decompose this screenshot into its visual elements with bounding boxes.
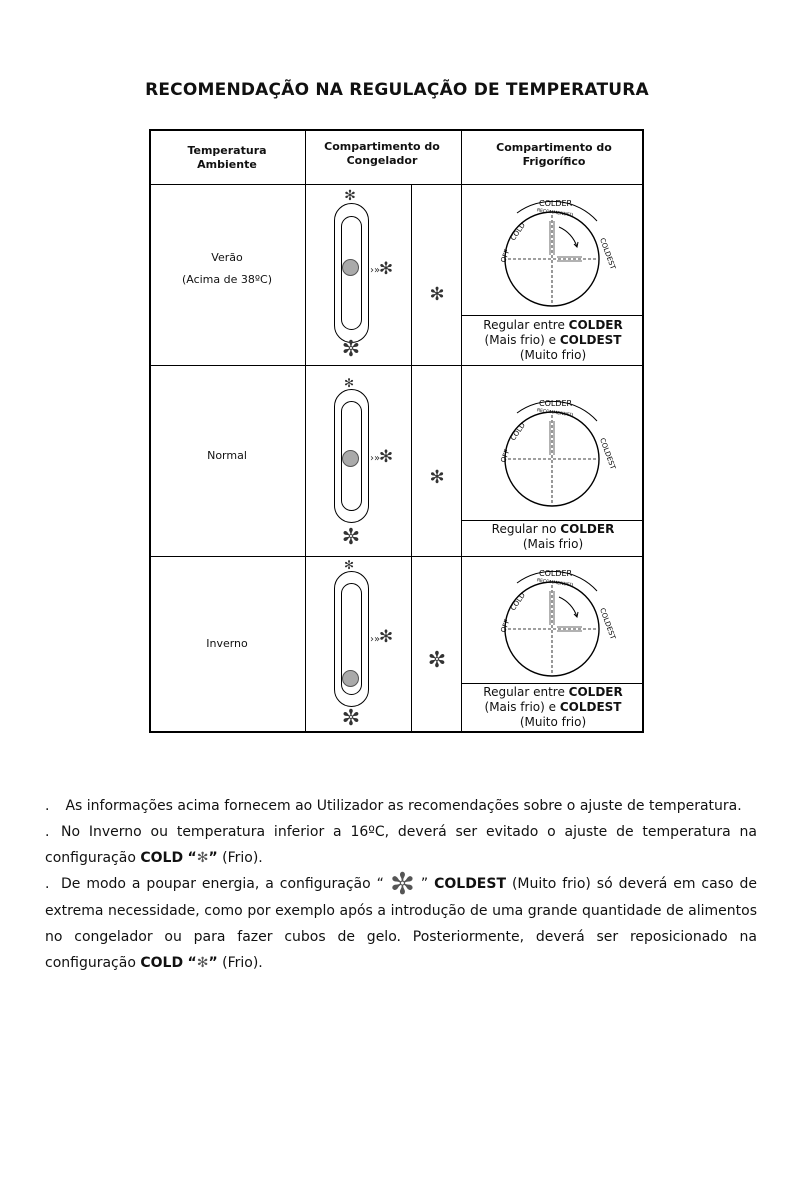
arrow-right-icon: ›» bbox=[370, 453, 381, 464]
quote-close: ” bbox=[420, 876, 429, 892]
dial-label-recommended: RECOMMENDED bbox=[536, 408, 574, 419]
notes-section bbox=[45, 793, 757, 976]
caption-text: (Mais frio) e bbox=[484, 333, 560, 347]
snowflake-icon: ✻ bbox=[378, 627, 394, 647]
freezer-slider bbox=[334, 389, 369, 523]
note-text: (Muito frio) só deverá em caso de extrema necessidade, como por exemplo após a introdução de uma grande quantidade de alimentos no congelador ou para fazer cubos de gelo. Posteriormente, deverá ser reposicionado na configuração bbox=[45, 876, 758, 971]
snowflake-icon: ✻ bbox=[196, 955, 209, 971]
dial-label-recommended: RECOMMENDED bbox=[536, 578, 574, 589]
snowflake-icon: ✻ bbox=[344, 188, 356, 204]
snowflake-icon: ✻ bbox=[378, 447, 394, 467]
thermostat-dial bbox=[487, 561, 617, 681]
quote-close: ” bbox=[208, 850, 218, 866]
dial-label-cold: COLD bbox=[509, 221, 527, 243]
note-text: (Frio). bbox=[222, 850, 263, 866]
arrow-right-icon: ›» bbox=[370, 634, 381, 645]
dial-label-off: OFF bbox=[499, 248, 512, 264]
dial-label-coldest: COLDEST bbox=[598, 236, 617, 271]
snowflake-icon: ✻ bbox=[429, 284, 445, 305]
note-text: No Inverno ou temperatura inferior a 16ºC, deverá ser evitado o ajuste de temperatura na configuração bbox=[45, 824, 757, 866]
note-bold: COLD bbox=[140, 955, 184, 971]
note-text: De modo a poupar energia, a configuração “ bbox=[61, 876, 384, 892]
snowflake-icon: ✼ bbox=[341, 706, 361, 731]
note-text: As informações acima fornecem ao Utilizador as recomendações sobre o ajuste de temperatura. bbox=[65, 798, 742, 814]
caption-text: Regular no bbox=[491, 522, 561, 536]
caption-text: Regular entre bbox=[483, 318, 569, 332]
slider-knob bbox=[342, 450, 359, 467]
temperature-table bbox=[149, 129, 644, 733]
freezer-slider bbox=[334, 203, 369, 343]
caption-bold: COLDEST bbox=[559, 333, 622, 347]
note-3: . De modo a poupar energia, a configuração “ ✼ ” COLDEST (Muito frio) só deverá em caso de extrema necessidade, como por exemplo após a introdução de uma grande quantidade de alimentos no congelador ou para fazer cubos de gelo. Posteriormente, deverá ser reposicionado na configuração COLD “✻” (Frio). bbox=[45, 867, 758, 971]
snowflake-icon: ✼ bbox=[427, 648, 447, 673]
dial-label-off: OFF bbox=[499, 448, 512, 464]
note-bold: COLDEST bbox=[434, 876, 507, 892]
caption-text: (Muito frio) bbox=[519, 715, 587, 729]
quote-close: ” bbox=[208, 955, 218, 971]
caption-text: (Mais frio) e bbox=[484, 700, 560, 714]
page-title: RECOMENDAÇÃO NA REGULAÇÃO DE TEMPERATURA bbox=[145, 80, 649, 100]
snowflake-icon: ✻ bbox=[196, 850, 209, 866]
caption-bold: COLDEST bbox=[559, 700, 622, 714]
snowflake-icon: ✻ bbox=[343, 376, 355, 390]
caption-text: (Muito frio) bbox=[519, 348, 587, 362]
dial-label-cold: COLD bbox=[509, 591, 527, 613]
quote-open: “ bbox=[187, 955, 197, 971]
ambient-name: Inverno bbox=[206, 637, 248, 650]
snowflake-icon: ✻ bbox=[429, 467, 445, 488]
dial-label-colder: COLDER bbox=[539, 569, 573, 578]
quote-open: “ bbox=[187, 850, 197, 866]
note-text: (Frio). bbox=[222, 955, 263, 971]
caption-bold: COLDER bbox=[568, 685, 623, 699]
header-fridge: Compartimento do Frigorífico bbox=[496, 141, 612, 168]
dial-label-coldest: COLDEST bbox=[598, 436, 617, 471]
fridge-caption bbox=[462, 685, 644, 730]
fridge-caption bbox=[462, 522, 644, 552]
caption-bold: COLDER bbox=[560, 522, 615, 536]
row-ambient-winter bbox=[149, 637, 305, 651]
dial-label-coldest: COLDEST bbox=[598, 606, 617, 641]
caption-bold: COLDER bbox=[568, 318, 623, 332]
snowflake-icon: ✻ bbox=[378, 259, 394, 279]
header-freezer: Compartimento do Congelador bbox=[324, 140, 440, 167]
freezer-slider bbox=[334, 571, 369, 707]
caption-text: (Mais frio) bbox=[522, 537, 584, 551]
snowflake-icon: ✻ bbox=[343, 558, 355, 572]
caption-text: Regular entre bbox=[483, 685, 569, 699]
snowflake-icon: ✼ bbox=[389, 867, 415, 902]
ambient-name: Normal bbox=[207, 449, 247, 462]
header-ambient: Temperatura Ambiente bbox=[187, 144, 267, 171]
dial-label-colder: COLDER bbox=[539, 199, 573, 208]
thermostat-dial bbox=[487, 191, 617, 311]
thermostat-dial bbox=[487, 391, 617, 511]
snowflake-icon: ✼ bbox=[341, 337, 361, 362]
note-1: . As informações acima fornecem ao Utilizador as recomendações sobre o ajuste de temperatura. bbox=[45, 798, 742, 814]
dial-label-recommended: RECOMMENDED bbox=[536, 208, 574, 219]
ambient-detail: (Acima de 38ºC) bbox=[181, 273, 273, 286]
slider-knob bbox=[342, 259, 359, 276]
row-ambient-summer bbox=[149, 251, 305, 287]
row-ambient-normal bbox=[149, 449, 305, 463]
arrow-right-icon: ›» bbox=[370, 265, 381, 276]
snowflake-icon: ✼ bbox=[341, 525, 361, 550]
dial-label-colder: COLDER bbox=[539, 399, 573, 408]
slider-knob bbox=[342, 670, 359, 687]
note-bold: COLD bbox=[140, 850, 184, 866]
fridge-caption bbox=[462, 318, 644, 363]
note-2: . No Inverno ou temperatura inferior a 16ºC, deverá ser evitado o ajuste de temperatura na configuração COLD “✻” (Frio). bbox=[45, 824, 757, 866]
dial-label-cold: COLD bbox=[509, 421, 527, 443]
dial-label-off: OFF bbox=[499, 618, 512, 634]
ambient-name: Verão bbox=[211, 251, 243, 264]
